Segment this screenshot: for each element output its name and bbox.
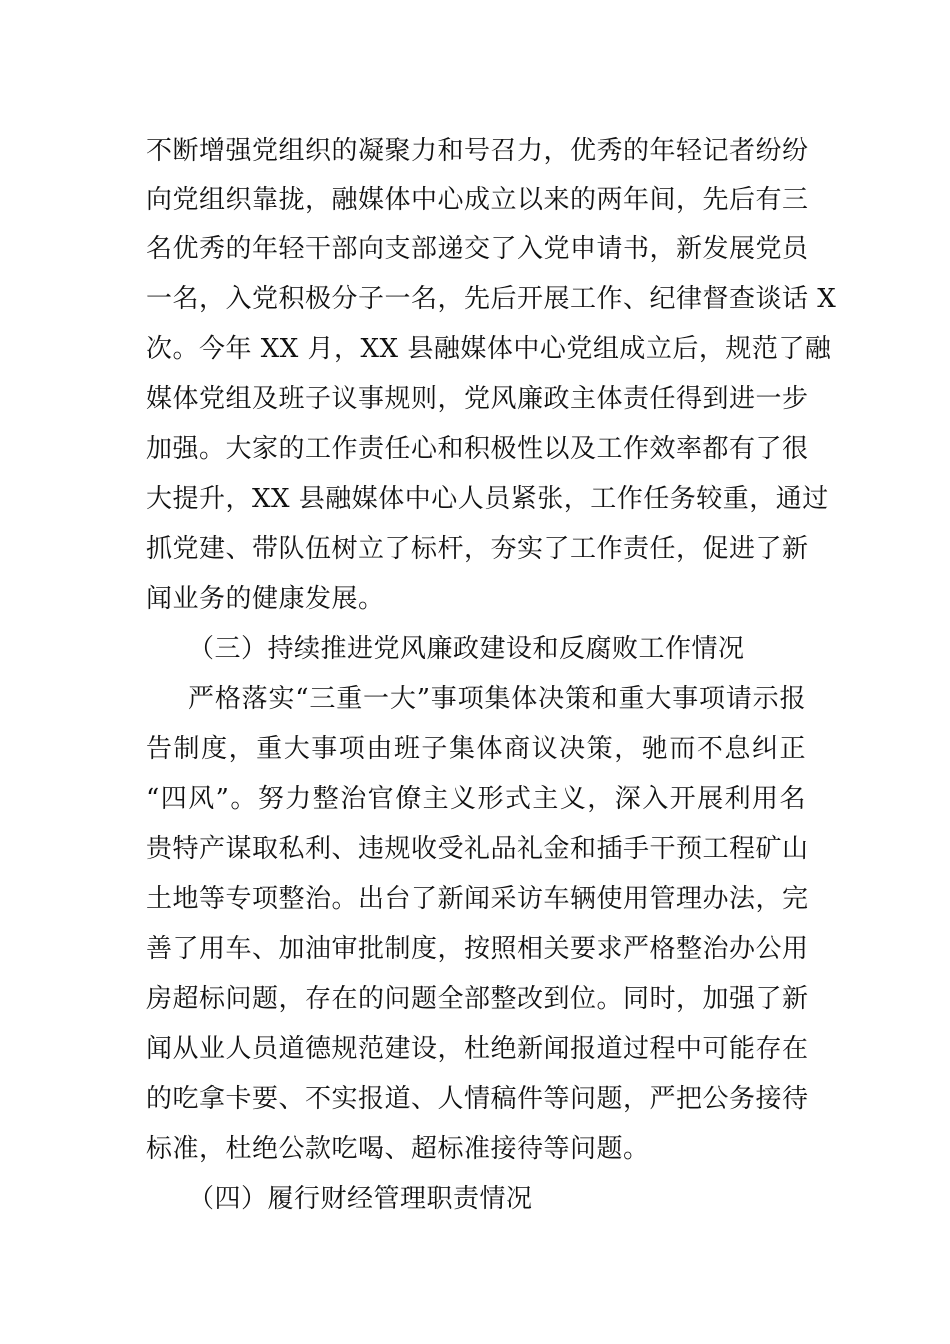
body-line: “四风”。努力整治官僚主义形式主义，深入开展利用名 <box>146 784 806 814</box>
body-line: 向党组织靠拢，融媒体中心成立以来的两年间，先后有三 <box>146 185 809 215</box>
body-line-end: 闻业务的健康发展。 <box>146 584 385 614</box>
body-line: 善了用车、加油审批制度，按照相关要求严格整治办公用 <box>146 934 809 964</box>
body-line: 媒体党组及班子议事规则，党风廉政主体责任得到进一步 <box>146 384 809 414</box>
body-line: 加强。大家的工作责任心和积极性以及工作效率都有了很 <box>146 434 809 464</box>
body-line: 一名，入党积极分子一名，先后开展工作、纪律督查谈话 X <box>146 284 837 314</box>
body-line-end: 标准，杜绝公款吃喝、超标准接待等问题。 <box>146 1134 650 1164</box>
body-line: 告制度，重大事项由班子集体商议决策，驰而不息纠正 <box>146 734 806 764</box>
body-line: 贵特产谋取私利、违规收受礼品礼金和插手干预工程矿山 <box>146 834 809 864</box>
body-line: 土地等专项整治。出台了新闻采访车辆使用管理办法，完 <box>146 884 809 914</box>
body-line: 抓党建、带队伍树立了标杆，夯实了工作责任，促进了新 <box>146 534 809 564</box>
body-line: 大提升，XX 县融媒体中心人员紧张，工作任务较重，通过 <box>146 484 829 514</box>
body-line: 的吃拿卡要、不实报道、人情稿件等问题，严把公务接待 <box>146 1084 809 1114</box>
body-line: 不断增强党组织的凝聚力和号召力，优秀的年轻记者纷纷 <box>146 136 809 166</box>
body-line-indented: 严格落实“三重一大”事项集体决策和重大事项请示报 <box>188 684 806 714</box>
body-line: 次。今年 XX 月，XX 县融媒体中心党组成立后，规范了融 <box>146 334 832 364</box>
section-heading-4: （四）履行财经管理职责情况 <box>188 1184 533 1214</box>
body-line: 房超标问题，存在的问题全部整改到位。同时，加强了新 <box>146 984 809 1014</box>
section-heading-3: （三）持续推进党风廉政建设和反腐败工作情况 <box>188 634 745 664</box>
body-line: 闻从业人员道德规范建设，杜绝新闻报道过程中可能存在 <box>146 1034 809 1064</box>
body-line: 名优秀的年轻干部向支部递交了入党申请书，新发展党员 <box>146 234 809 264</box>
